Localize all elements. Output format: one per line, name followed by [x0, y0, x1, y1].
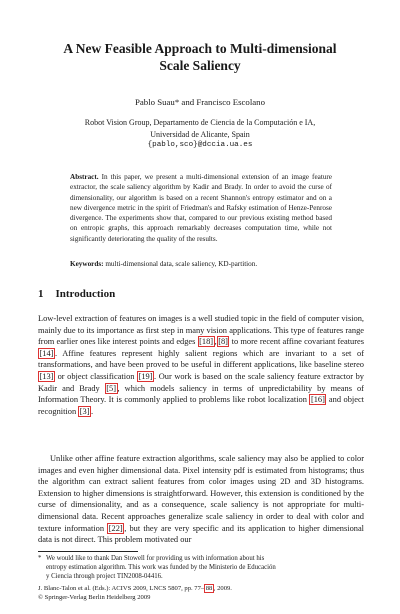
paper-title	[40, 40, 360, 74]
citation-link[interactable]: [8]	[218, 337, 228, 347]
publication-info	[38, 585, 364, 602]
section-title: Introduction	[55, 288, 116, 300]
citation-link[interactable]: [13]	[39, 371, 54, 381]
p2-text: , but they are very specific and its application to higher dimensional data is not direct. This problem motivated our	[38, 523, 364, 545]
p2-text: Unlike other affine feature extraction algorithms, scale saliency may also be applied to color images and even higher dimensional data. Pixel intensity pdf is estimated from histograms; thus the algorithm can extract salient features from color images using 2D and 3D histograms. Extension to higher dimensions is straightforward. However, this extension is conditioned by the curse of dimensionality, and as a consequence, scale saliency is not appropriate for multi-dimensional data. Recent approaches generalize scale saliency in order to deal with color and texture information	[38, 454, 364, 533]
title-line-1: A New Feasible Approach to Multi-dimensional	[63, 41, 337, 56]
abstract-label: Abstract.	[70, 173, 99, 181]
pubinfo-line-1: J. Blanc-Talon et al. (Eds.): ACIVS 2009, LNCS 5807, pp. 77–	[38, 585, 205, 592]
footnote-line-3: y Ciencia through project TIN2008-04416.	[46, 573, 163, 580]
p1-text: . Affine features represent highly salient regions which are invariant to a set of transformations, and have been proved to be useful in different applications, like baseline stereo	[38, 348, 364, 370]
citation-link[interactable]: [5]	[106, 383, 117, 393]
p1-text: ,	[214, 337, 217, 347]
authors: Pablo Suau* and Francisco Escolano	[135, 97, 265, 107]
keywords-label: Keywords:	[70, 260, 104, 268]
abstract-text: In this paper, we present a multi-dimensional extension of an image feature extractor, the scale saliency algorithm by Kadir and Brady. In order to avoid the curse of dimensionality, our algorithm is based on a recent Shannon's entropy estimator and on a new divergence metric in the spirit of Friedman's and Rafsky estimation of Henze-Penrose divergence. The experiments show that, compared to our previous existing method based on entropic graphs, this approach remarkably decreases computation time, while not significantly deteriorating the quality of the results.	[70, 173, 332, 243]
email: {pablo,sco}@dccia.ua.es	[147, 141, 253, 149]
p1-text: to more recent affine covariant features	[229, 337, 364, 347]
section-heading	[38, 288, 115, 300]
citation-link[interactable]: [14]	[39, 348, 54, 358]
section-number: 1	[38, 288, 44, 300]
citation-link[interactable]: [16]	[310, 395, 325, 405]
footnote-line-1: We would like to thank Dan Stowell for providing us with information about his	[46, 555, 265, 562]
p1-text: Low-level extraction of features on images is a well studied topic in the field of computer vision, mainly due to its importance as first step in many vision applications. This type of features range from earlier ones like interest points and edges	[38, 314, 364, 347]
pubinfo-line-1-end: , 2009.	[213, 585, 232, 592]
p1-text: .	[91, 406, 94, 416]
affiliation-line-2: Universidad de Alicante, Spain	[150, 129, 250, 139]
intro-paragraph-1	[38, 313, 364, 417]
citation-link[interactable]: [19]	[138, 371, 153, 381]
citation-link[interactable]: [18]	[199, 337, 214, 347]
citation-link[interactable]: [3]	[79, 406, 90, 416]
p1-text: . Our work is based on the scale saliency feature extractor by Kadir and Brady	[38, 371, 364, 393]
abstract	[70, 172, 332, 244]
intro-paragraph-2	[38, 453, 364, 546]
title-line-2: Scale Saliency	[159, 58, 241, 73]
affiliation	[40, 117, 360, 152]
keywords	[70, 260, 332, 268]
footnote-rule	[38, 551, 138, 552]
p1-text: and object recognition	[38, 395, 364, 416]
p1-text: , which models saliency in terms of unpredictability by means of Information Theory. It is commonly applied to problems like robot localization	[38, 383, 364, 405]
footnote	[38, 554, 364, 581]
keywords-text: multi-dimensional data, scale saliency, KD-partition.	[103, 260, 258, 268]
citation-link[interactable]: [22]	[108, 523, 123, 533]
p1-text: or object classification	[54, 371, 138, 381]
footnote-marker: *	[38, 555, 42, 562]
affiliation-line-1: Robot Vision Group, Departamento de Ciencia de la Computación e IA,	[84, 118, 316, 127]
copyright-line: © Springer-Verlag Berlin Heidelberg 2009	[38, 593, 151, 601]
footnote-line-2: entropy estimation algorithm. This work was funded by the Ministerio de Educación	[46, 564, 276, 571]
page-range-link[interactable]: 88	[205, 585, 213, 592]
